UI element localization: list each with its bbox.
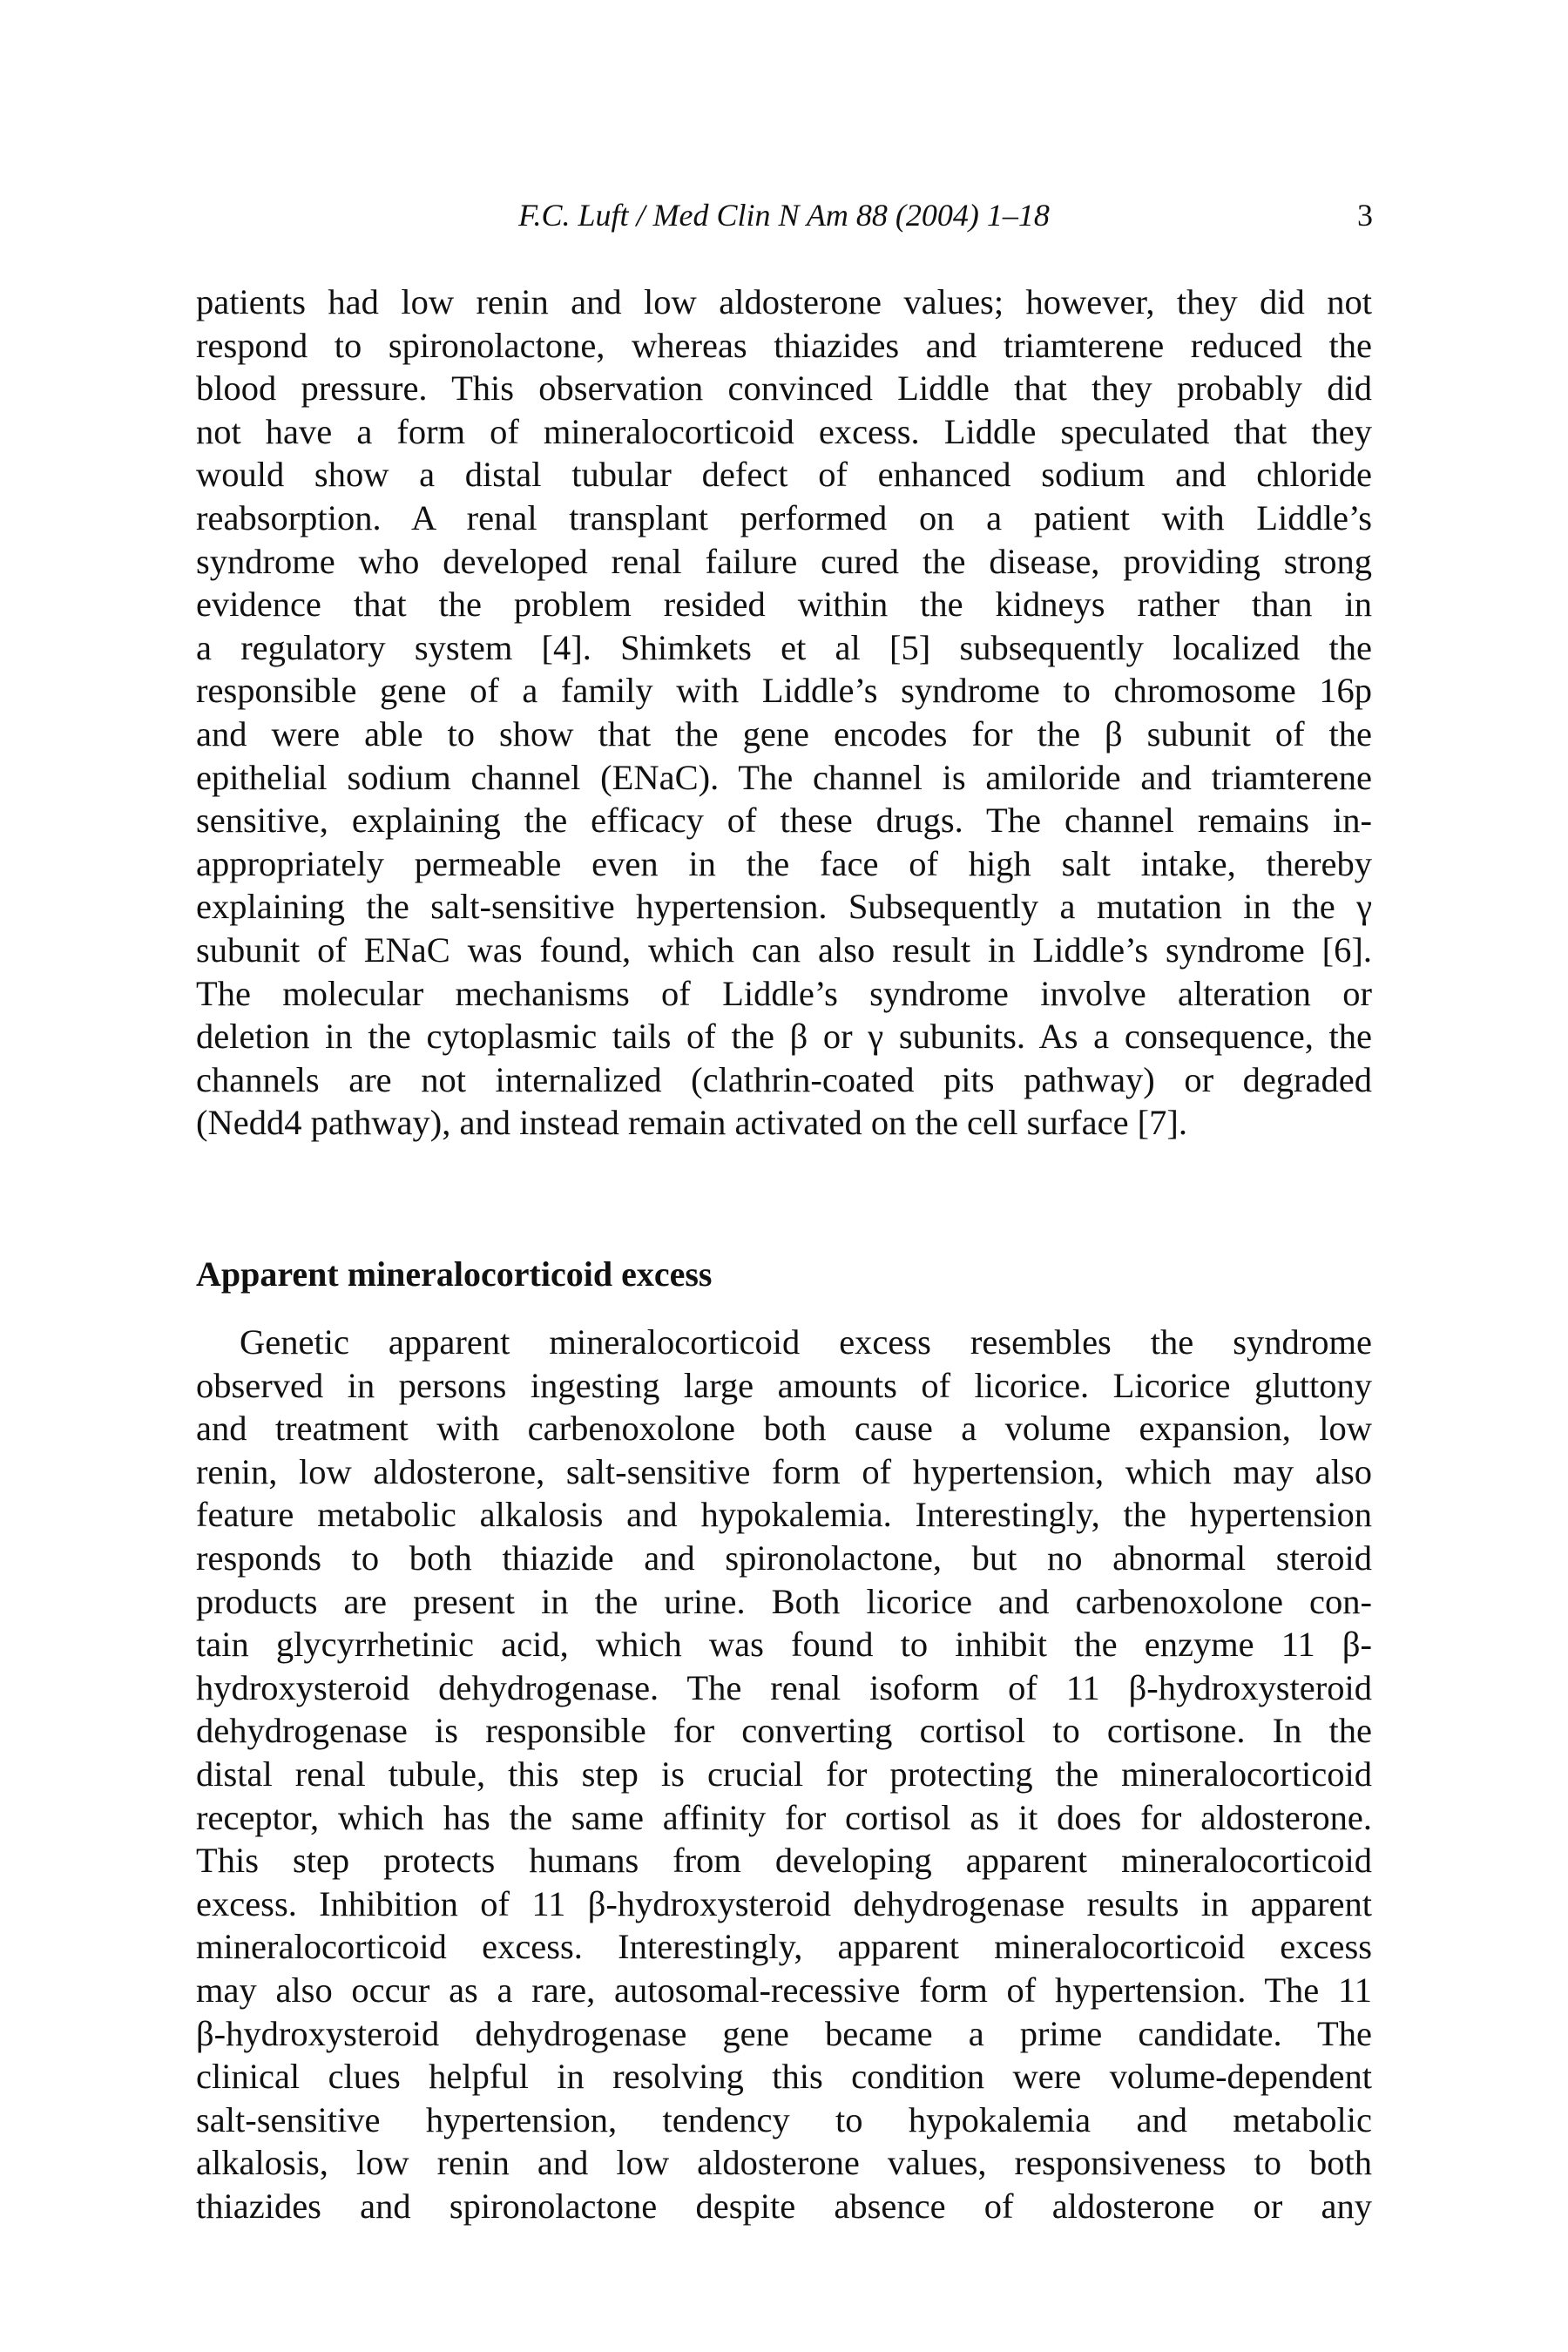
page-number: 3 (1357, 198, 1373, 233)
text-line: mineralocorticoid excess. Interestingly, apparent mineralocorticoid excess (196, 1927, 1372, 1967)
text-line: may also occur as a rare, autosomal-recessive form of hypertension. The 11 (196, 1970, 1372, 2010)
body-paragraph-2 (196, 1321, 1372, 2227)
text-line: Genetic apparent mineralocorticoid excess resembles the syndrome (240, 1322, 1372, 1362)
text-line: β-hydroxysteroid dehydrogenase gene became a prime candidate. The (196, 2013, 1372, 2053)
text-line: responds to both thiazide and spironolactone, but no abnormal steroid (196, 1538, 1372, 1578)
text-line: responsible gene of a family with Liddle’s syndrome to chromosome 16p (196, 671, 1372, 711)
text-line: excess. Inhibition of 11 β-hydroxysteroid dehydrogenase results in apparent (196, 1883, 1372, 1923)
text-line: This step protects humans from developing apparent mineralocorticoid (196, 1841, 1372, 1881)
text-line: tain glycyrrhetinic acid, which was found to inhibit the enzyme 11 β- (196, 1625, 1372, 1665)
text-line: dehydrogenase is responsible for converting cortisol to cortisone. In the (196, 1711, 1372, 1751)
running-head: F.C. Luft / Med Clin N Am 88 (2004) 1–18 (518, 198, 1050, 233)
text-line: respond to spironolactone, whereas thiazides and triamterene reduced the (196, 325, 1372, 365)
text-line: would show a distal tubular defect of enhanced sodium and chloride (196, 455, 1372, 495)
text-line: renin, low aldosterone, salt-sensitive form of hypertension, which may also (196, 1451, 1372, 1491)
text-line: receptor, which has the same affinity for cortisol as it does for aldosterone. (196, 1797, 1372, 1837)
text-line: (Nedd4 pathway), and instead remain activated on the cell surface [7]. (196, 1103, 1188, 1143)
text-line: a regulatory system [4]. Shimkets et al [5] subsequently localized the (196, 627, 1372, 667)
text-line: deletion in the cytoplasmic tails of the β or γ subunits. As a consequence, the (196, 1017, 1372, 1057)
text-line: reabsorption. A renal transplant performed on a patient with Liddle’s (196, 497, 1372, 537)
text-line: hydroxysteroid dehydrogenase. The renal isoform of 11 β-hydroxysteroid (196, 1667, 1372, 1707)
text-line: not have a form of mineralocorticoid excess. Liddle speculated that they (196, 411, 1372, 451)
text-line: The molecular mechanisms of Liddle’s syndrome involve alteration or (196, 973, 1372, 1013)
text-line: syndrome who developed renal failure cured the disease, providing strong (196, 541, 1372, 581)
text-line: distal renal tubule, this step is crucial for protecting the mineralocorticoid (196, 1754, 1372, 1794)
text-line: and treatment with carbenoxolone both cause a volume expansion, low (196, 1409, 1372, 1449)
text-line: clinical clues helpful in resolving this condition were volume-dependent (196, 2057, 1372, 2097)
text-line: feature metabolic alkalosis and hypokalemia. Interestingly, the hypertension (196, 1495, 1372, 1535)
text-line: subunit of ENaC was found, which can also result in Liddle’s syndrome [6]. (196, 929, 1372, 970)
text-line: thiazides and spironolactone despite absence of aldosterone or any (196, 2186, 1372, 2226)
text-line: epithelial sodium channel (ENaC). The channel is amiloride and triamterene (196, 757, 1372, 797)
body-paragraph-1 (196, 280, 1372, 1145)
text-line: and were able to show that the gene encodes for the β subunit of the (196, 713, 1372, 754)
section-heading: Apparent mineralocorticoid excess (196, 1254, 713, 1294)
text-line: appropriately permeable even in the face of high salt intake, thereby (196, 843, 1372, 883)
text-line: channels are not internalized (clathrin-coated pits pathway) or degraded (196, 1059, 1372, 1099)
text-line: alkalosis, low renin and low aldosterone values, responsiveness to both (196, 2143, 1372, 2183)
text-line: sensitive, explaining the efficacy of these drugs. The channel remains in- (196, 801, 1372, 841)
text-line: blood pressure. This observation convinced Liddle that they probably did (196, 368, 1372, 409)
text-line: observed in persons ingesting large amounts of licorice. Licorice gluttony (196, 1365, 1372, 1405)
text-line: products are present in the urine. Both licorice and carbenoxolone con- (196, 1581, 1372, 1621)
text-line: explaining the salt-sensitive hypertension. Subsequently a mutation in the γ (196, 887, 1372, 927)
text-line: salt-sensitive hypertension, tendency to hypokalemia and metabolic (196, 2099, 1372, 2139)
text-line: patients had low renin and low aldosterone values; however, they did not (196, 282, 1372, 321)
text-line: evidence that the problem resided within the kidneys rather than in (196, 585, 1372, 625)
